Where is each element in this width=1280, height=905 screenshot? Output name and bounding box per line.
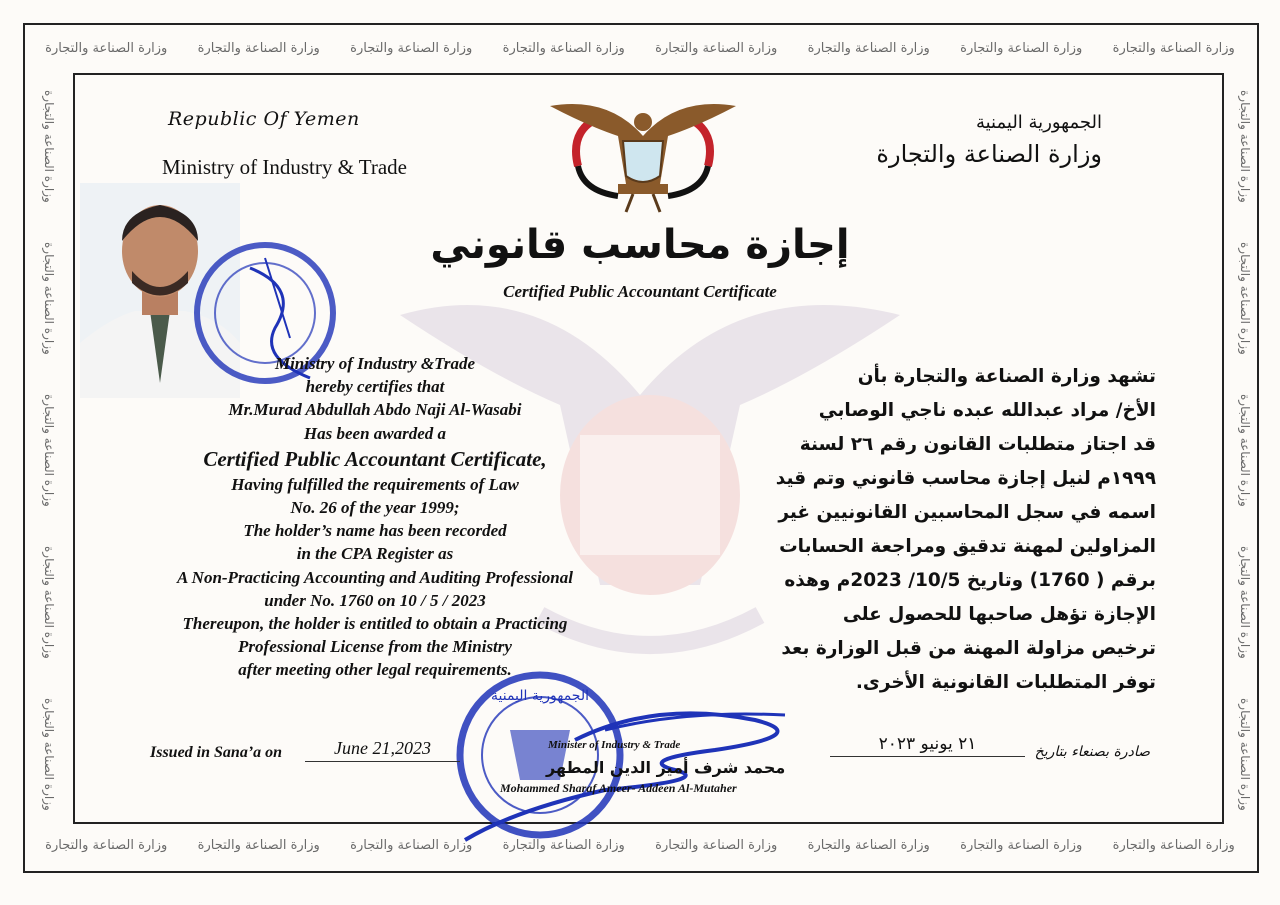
issued-date-en: June 21,2023 xyxy=(305,738,460,762)
en-line-3: Mr.Murad Abdullah Abdo Naji Al-Wasabi xyxy=(228,400,522,420)
issued-label-ar: صادرة بصنعاء بتاريخ xyxy=(1034,744,1150,760)
certificate-title-ar: إجازة محاسب قانوني xyxy=(430,222,850,268)
english-body xyxy=(120,352,630,682)
ar-line-9: ترخيص مزاولة المهنة من قبل الوزارة بعد xyxy=(781,638,1156,659)
en-line-11: under No. 1760 on 10 / 5 / 2023 xyxy=(264,590,486,610)
en-line-13: Professional License from the Ministry xyxy=(238,637,512,657)
en-line-1: Ministry of Industry &Trade xyxy=(274,354,476,373)
certificate-title-en: Certified Public Accountant Certificate xyxy=(503,282,777,301)
ar-line-3: قد اجتاز متطلبات القانون رقم ٢٦ لسنة xyxy=(799,434,1156,455)
ar-line-2: الأخ/ مراد عبدالله عبده ناجي الوصابي xyxy=(818,400,1156,421)
en-line-2: hereby certifies that xyxy=(305,377,445,397)
signatory-title: Minister of Industry & Trade xyxy=(548,739,681,751)
ar-line-1: تشهد وزارة الصناعة والتجارة بأن xyxy=(857,366,1156,387)
border-pattern-left: وزارة الصناعة والتجارة وزارة الصناعة والتجارة وزارة الصناعة والتجارة وزارة الصناعة والتجارة وزارة الصناعة والتجارة xyxy=(42,89,56,811)
issued-label-en: Issued in Sana’a on xyxy=(150,744,283,761)
republic-en: Republic Of Yemen xyxy=(168,108,360,130)
ministry-ar: وزارة الصناعة والتجارة xyxy=(876,140,1102,168)
ar-line-7: برقم ( 1760) وتاريخ 10/5/ 2023م وهذه xyxy=(784,570,1156,591)
ar-line-4: ١٩٩٩م لنيل إجازة محاسب قانوني وتم قيد xyxy=(775,468,1156,489)
issued-date-ar: ٢١ يونيو ٢٠٢٣ xyxy=(830,734,1025,757)
arabic-body xyxy=(738,360,1156,700)
en-line-9: in the CPA Register as xyxy=(296,544,454,564)
republic-ar: الجمهورية اليمنية xyxy=(975,112,1102,133)
en-line-6: Having fulfilled the requirements of Law xyxy=(231,474,519,494)
ar-line-10: توفر المتطلبات القانونية الأخرى. xyxy=(855,672,1156,693)
yemen-eagle-emblem-icon xyxy=(548,96,738,214)
border-pattern-top: وزارة الصناعة والتجارة وزارة الصناعة والتجارة وزارة الصناعة والتجارة وزارة الصناعة والتجارة وزارة الصناعة والتجارة وزارة الصناعة والتجارة وزارة الصناعة والتجارة وزارة الصناعة والتجارة xyxy=(45,40,1235,56)
ar-line-6: المزاولين لمهنة تدقيق ومراجعة الحسابات xyxy=(779,536,1156,557)
en-line-12: Thereupon, the holder is entitled to obtain a Practicing xyxy=(182,614,568,634)
stamp-text: الجمهورية اليمنية xyxy=(490,688,590,704)
en-line-8: The holder’s name has been recorded xyxy=(243,521,507,541)
en-line-4: Has been awarded a xyxy=(303,423,447,443)
border-pattern-right: وزارة الصناعة والتجارة وزارة الصناعة والتجارة وزارة الصناعة والتجارة وزارة الصناعة والتجارة وزارة الصناعة والتجارة xyxy=(1238,89,1252,811)
en-line-5: Certified Public Accountant Certificate, xyxy=(203,446,547,471)
ministry-en: Ministry of Industry & Trade xyxy=(162,155,408,179)
ar-line-5: اسمه في سجل المحاسبين القانونيين غير xyxy=(778,502,1156,523)
signatory-name-ar: محمد شرف أمير الدين المطهر xyxy=(546,758,786,777)
border-pattern-bottom: وزارة الصناعة والتجارة وزارة الصناعة والتجارة وزارة الصناعة والتجارة وزارة الصناعة والتجارة وزارة الصناعة والتجارة وزارة الصناعة والتجارة وزارة الصناعة والتجارة وزارة الصناعة والتجارة xyxy=(45,837,1235,853)
en-line-10: A Non-Practicing Accounting and Auditing Professional xyxy=(177,567,573,587)
signatory-name-en: Mohammed Sharaf Ameer- Addeen Al-Mutaher xyxy=(500,781,737,795)
ar-line-8: الإجازة تؤهل صاحبها للحصول على xyxy=(842,604,1156,625)
en-line-7: No. 26 of the year 1999; xyxy=(290,498,460,518)
en-line-14: after meeting other legal requirements. xyxy=(238,660,512,680)
official-stamp-icon xyxy=(455,660,835,850)
